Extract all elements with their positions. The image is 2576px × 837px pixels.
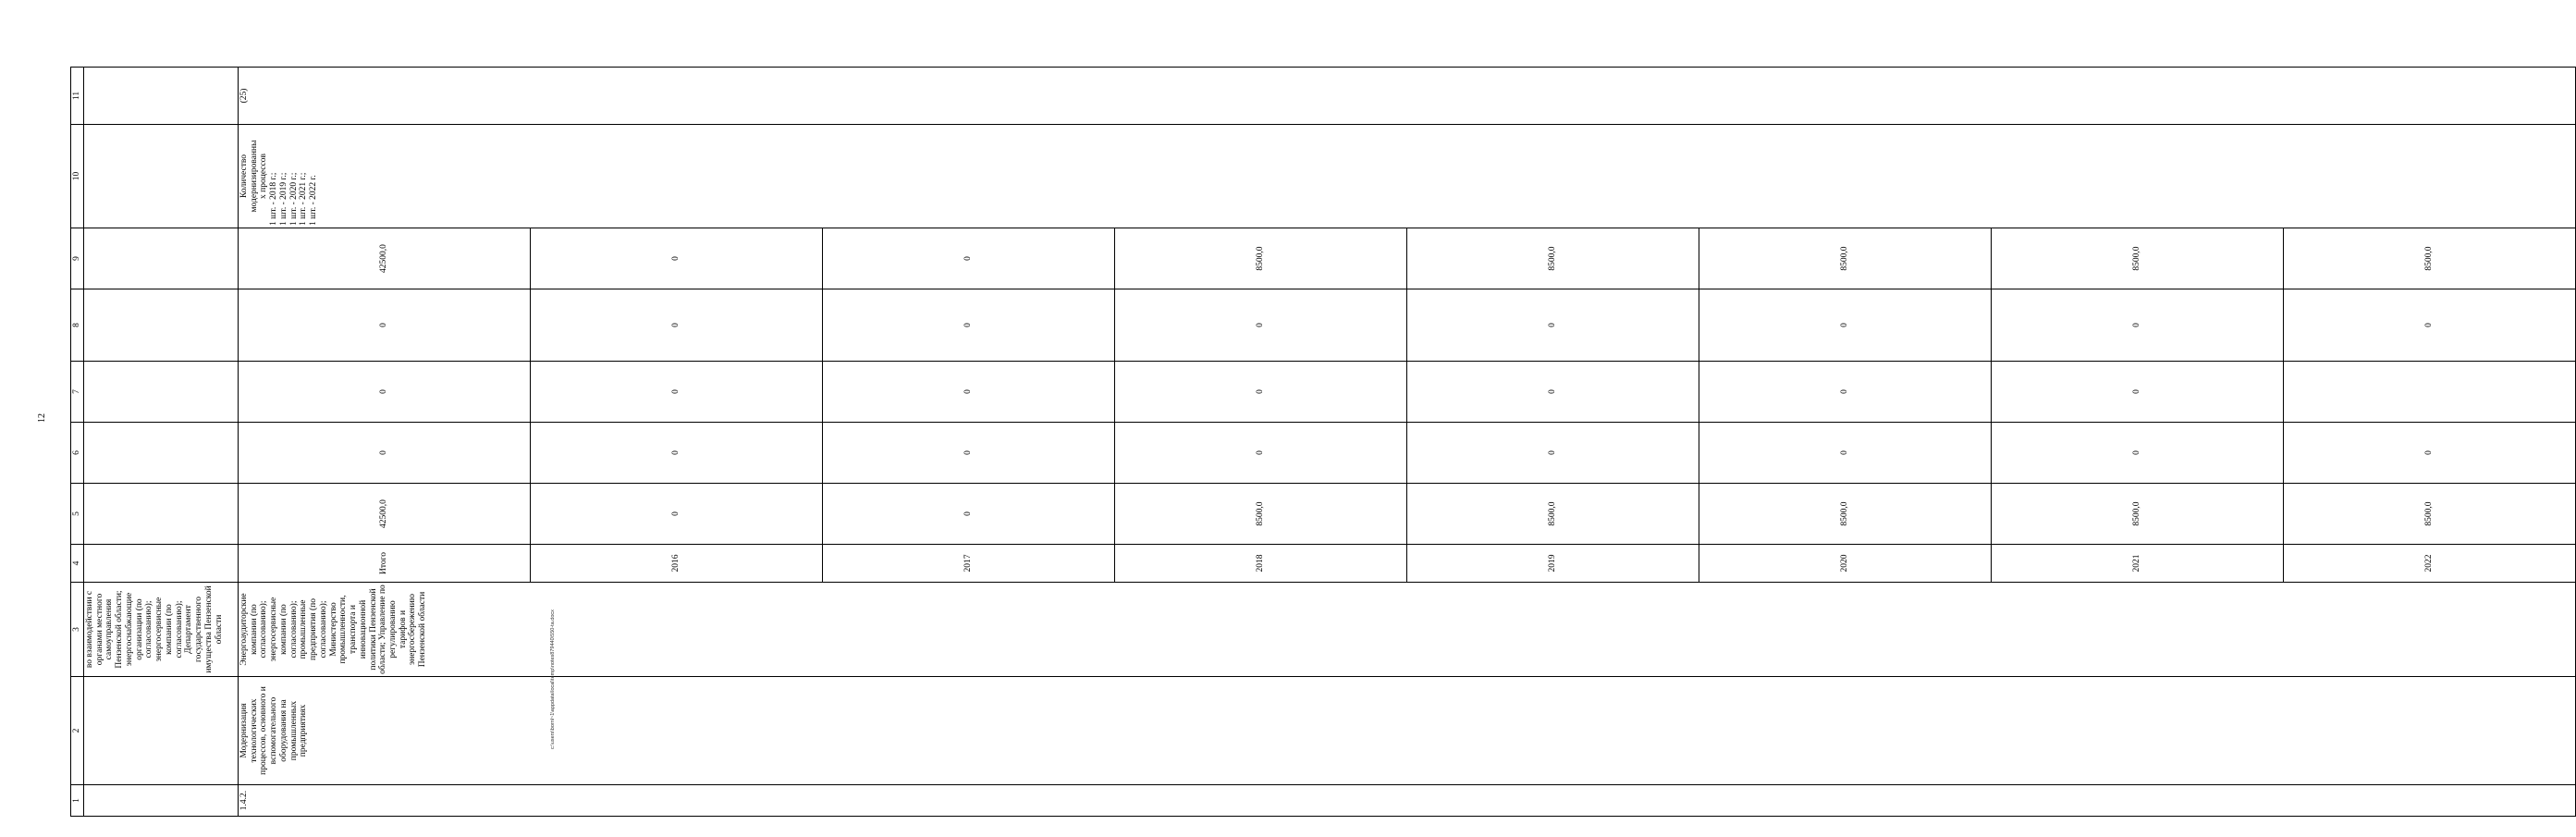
amount: 0 <box>1992 289 2284 361</box>
year-label: 2022 <box>2424 554 2435 572</box>
amount: 0 <box>823 362 1115 422</box>
amount: 0 <box>823 423 1115 483</box>
year-label: 2021 <box>1992 545 2284 582</box>
header-cell: 8 <box>71 289 84 362</box>
amount: 8500,0 <box>1407 228 1699 289</box>
amount <box>2284 362 2576 422</box>
amount: 0 <box>1992 423 2284 483</box>
header-cell: 2 <box>71 677 84 785</box>
amount: 8500,0 <box>1992 228 2284 289</box>
year-label: Итого <box>239 545 531 582</box>
amount: 0 <box>2424 450 2435 455</box>
measure-row <box>239 68 2576 817</box>
years-cell <box>239 545 2576 583</box>
header-cell: 9 <box>71 228 84 289</box>
amount: 8500,0 <box>1407 484 1699 544</box>
amount: 0 <box>1699 423 1992 483</box>
reference-cell: (25) <box>239 68 2576 125</box>
amount: 8500,0 <box>1699 484 1992 544</box>
year-label: 2020 <box>1699 545 1992 582</box>
amount: 0 <box>531 289 823 361</box>
header-cell: 5 <box>71 484 84 545</box>
header-row <box>71 68 84 817</box>
header-cell: 6 <box>71 423 84 484</box>
col6-cell <box>239 423 2576 484</box>
amount: 8500,0 <box>2424 501 2435 526</box>
amount: 0 <box>1115 362 1407 422</box>
amount: 8500,0 <box>1115 228 1407 289</box>
indicator-line: х процессов <box>259 154 269 199</box>
header-cell: 3 <box>71 583 84 677</box>
amount: 0 <box>531 228 823 289</box>
amount: 0 <box>239 362 531 422</box>
amount: 8500,0 <box>1699 228 1992 289</box>
amount: 0 <box>1407 289 1699 361</box>
file-path-footer: c:\users\bornl~1\appdata\local\temp\notes879440\550-ta.docx <box>550 609 556 749</box>
amount: 0 <box>823 228 1115 289</box>
amount: 8500,0 <box>2424 246 2435 271</box>
indicator-line: Количество <box>239 154 249 199</box>
indicator-line: 1 шт. - 2020 г.; <box>288 172 299 226</box>
amount: 0 <box>2424 323 2435 327</box>
measure-executors: Энергоаудиторские компании (по согласованию); энергосервисные компании (по согласованию); промышленные предприятия (по согласованию); Министерство промышленности, транспорта и инновационной политики Пензенской области; Управление по регулированию тарифов и энергосбережению Пензенской области <box>239 583 2576 677</box>
header-cell: 11 <box>71 68 84 125</box>
amount: 8500,0 <box>1992 484 2284 544</box>
amount: 0 <box>1407 423 1699 483</box>
header-cell: 4 <box>71 545 84 583</box>
year-label: 2017 <box>823 545 1115 582</box>
indicator-line: 1 шт. - 2018 г.; <box>269 172 279 226</box>
amount: 0 <box>239 423 531 483</box>
year-label: 2018 <box>1115 545 1407 582</box>
indicator-line: 1 шт. - 2021 г.; <box>299 172 309 226</box>
amount: 0 <box>823 484 1115 544</box>
col5-cell <box>239 484 2576 545</box>
continuation-row <box>84 68 239 817</box>
header-cell: 7 <box>71 362 84 423</box>
amount: 42500,0 <box>239 228 531 289</box>
indicator-cell <box>239 125 2576 228</box>
amount: 0 <box>1992 362 2284 422</box>
header-cell: 1 <box>71 785 84 817</box>
year-label: 2019 <box>1407 545 1699 582</box>
program-table <box>70 67 2576 817</box>
year-label: 2016 <box>531 545 823 582</box>
amount: 0 <box>1699 362 1992 422</box>
amount: 0 <box>531 362 823 422</box>
amount: 0 <box>823 289 1115 361</box>
amount: 0 <box>239 289 531 361</box>
col7-cell <box>239 362 2576 423</box>
amount: 42500,0 <box>239 484 531 544</box>
continued-executors: во взаимодействии с органами местного самоуправления Пензенской области; энергоснабжающие организации (по согласованию); энергосервисные компании (по согласованию); Департамент государственного имущества Пензенской области <box>84 583 239 677</box>
page-number: 12 <box>37 413 47 423</box>
measure-number: 1.4.2. <box>239 785 2576 817</box>
indicator-line: 1 шт. - 2019 г.; <box>278 172 288 226</box>
measure-name: Модернизация технологических процессов, основного и вспомогательного оборудования на промышленных предприятиях <box>239 677 2576 785</box>
amount: 0 <box>1115 423 1407 483</box>
amount: 0 <box>531 423 823 483</box>
header-cell: 10 <box>71 125 84 228</box>
indicator-line: модернизированны <box>249 140 259 213</box>
amount: 0 <box>1407 362 1699 422</box>
col8-cell <box>239 289 2576 362</box>
amount: 8500,0 <box>1115 484 1407 544</box>
amount: 0 <box>531 484 823 544</box>
amount: 0 <box>1115 289 1407 361</box>
col9-cell <box>239 228 2576 289</box>
amount: 0 <box>1699 289 1992 361</box>
indicator-line: 1 шт. - 2022 г. <box>309 175 319 226</box>
